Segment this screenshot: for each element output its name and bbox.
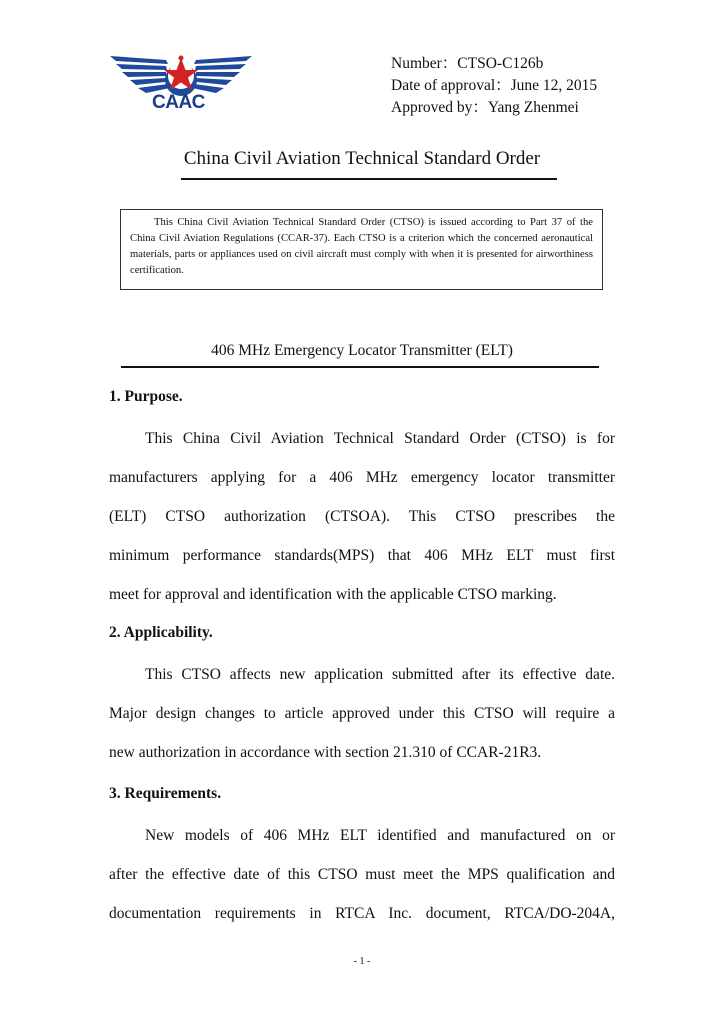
body-line: This China Civil Aviation Technical Standard Order (CTSO) is for (145, 430, 615, 447)
section-body-requirements (109, 816, 615, 933)
body-line: (ELT) CTSO authorization (CTSOA). This CTSO prescribes the (109, 508, 615, 525)
caac-logo (108, 50, 254, 120)
body-line: manufacturers applying for a 406 MHz emergency locator transmitter (109, 469, 615, 486)
winged-star-emblem-icon (108, 50, 254, 98)
subject-underline (121, 366, 599, 368)
body-line: New models of 406 MHz ELT identified and manufactured on or (145, 827, 615, 844)
section-heading-applicability: 2. Applicability. (109, 624, 213, 641)
body-line: documentation requirements in RTCA Inc. document, RTCA/DO-204A, (109, 905, 615, 922)
section-heading-purpose: 1. Purpose. (109, 388, 183, 405)
section-body-purpose (109, 419, 615, 614)
document-number: Number：CTSO-C126b (391, 55, 544, 72)
body-line: after the effective date of this CTSO must meet the MPS qualification and (109, 866, 615, 883)
page-number: - 1 - (353, 956, 371, 967)
section-body-applicability (109, 655, 615, 772)
notice-line: comply with when it is presented for airworthiness certification. (130, 249, 593, 276)
document-title: China Civil Aviation Technical Standard Order (183, 148, 541, 169)
subject-title: 406 MHz Emergency Locator Transmitter (ELT) (211, 342, 513, 359)
body-line: meet for approval and identification with the applicable CTSO marking. (109, 586, 557, 603)
body-line: Major design changes to article approved under this CTSO will require a (109, 705, 615, 722)
body-line: new authorization in accordance with section 21.310 of CCAR-21R3. (109, 744, 542, 761)
notice-line: which the concerned aeronautical materials, parts or appliances used on civil aircraft must (130, 233, 593, 260)
notice-line: Part 37 of the China Civil Aviation Regulations (CCAR-37). Each CTSO is a criterion (130, 217, 594, 244)
notice-line: This China Civil Aviation Technical Standard Order (CTSO) is issued according to (154, 217, 526, 228)
body-line: minimum performance standards(MPS) that 406 MHz ELT must first (109, 547, 615, 564)
body-line: This CTSO affects new application submitted after its effective date. (145, 666, 615, 683)
document-meta (391, 53, 597, 119)
logo-text: CAAC (152, 92, 205, 113)
notice-text (130, 215, 593, 279)
approver: Approved by：Yang Zhenmei (391, 99, 579, 116)
approval-date: Date of approval：June 12, 2015 (391, 77, 598, 94)
section-heading-requirements: 3. Requirements. (109, 785, 222, 802)
title-underline (181, 178, 557, 180)
issuance-notice-box (120, 209, 603, 290)
